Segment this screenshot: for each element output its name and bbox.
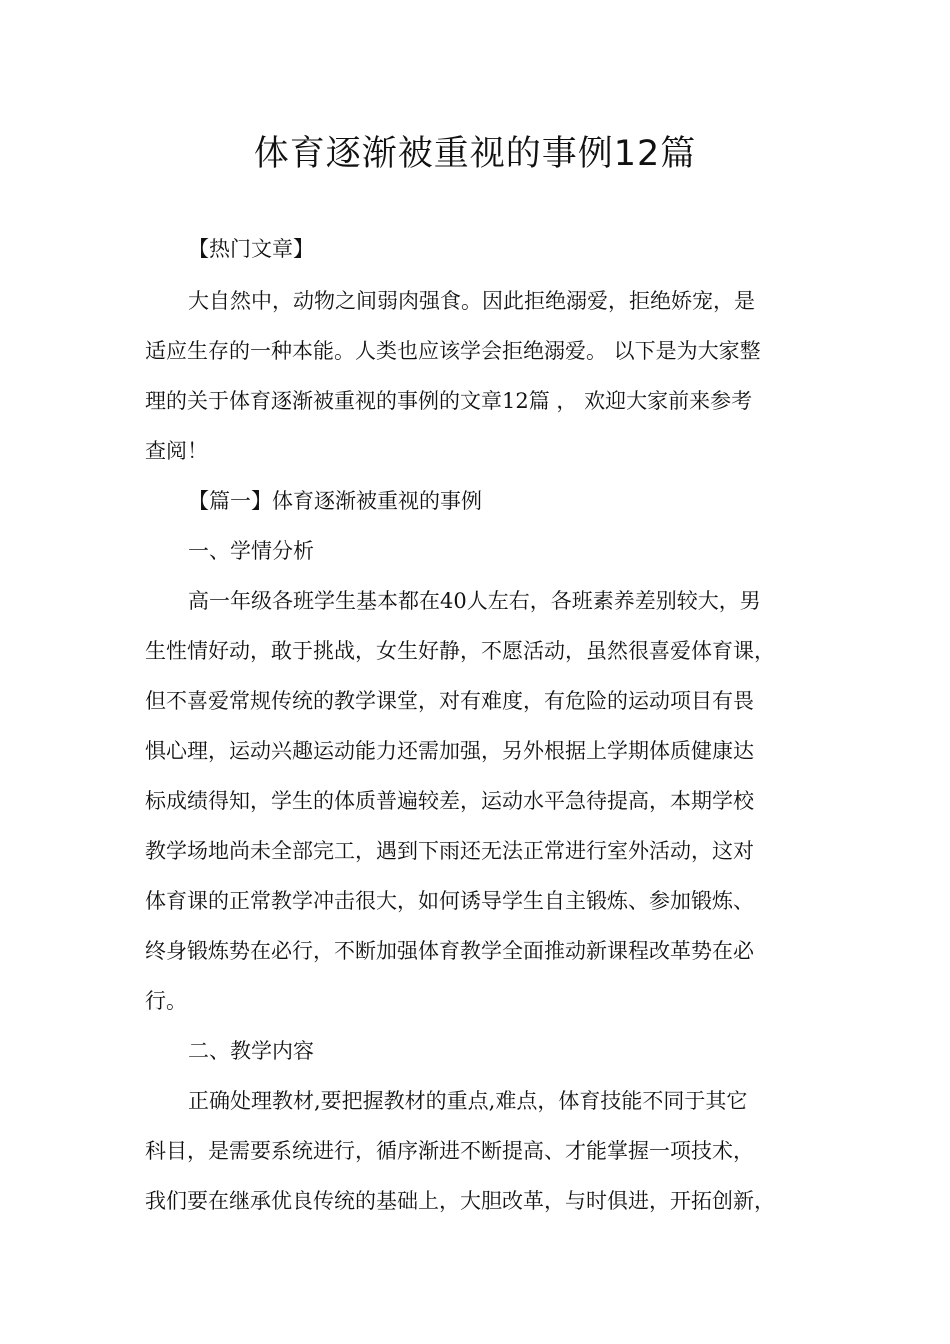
paragraph-line: 终身锻炼势在必行，不断加强体育教学全面推动新课程改革势在必 xyxy=(145,939,754,963)
paragraph-line: 正确处理教材,要把握教材的重点,难点，体育技能不同于其它 xyxy=(188,1089,748,1113)
paragraph-line: 行。 xyxy=(145,989,187,1013)
intro-line: 查阅！ xyxy=(145,439,208,463)
subsection-heading: 二、教学内容 xyxy=(188,1039,314,1063)
paragraph-line: 但不喜爱常规传统的教学课堂，对有难度，有危险的运动项目有畏 xyxy=(145,689,754,713)
paragraph-line: 惧心理，运动兴趣运动能力还需加强，另外根据上学期体质健康达 xyxy=(145,739,754,763)
paragraph-line: 生性情好动，敢于挑战，女生好静，不愿活动，虽然很喜爱体育课， xyxy=(145,639,775,663)
paragraph-line: 教学场地尚未全部完工，遇到下雨还无法正常进行室外活动，这对 xyxy=(145,839,754,863)
paragraph-line: 标成绩得知，学生的体质普遍较差，运动水平急待提高，本期学校 xyxy=(145,789,754,813)
document-title: 体育逐渐被重视的事例12篇 xyxy=(253,134,697,174)
section-heading: 【篇一】体育逐渐被重视的事例 xyxy=(188,489,482,513)
tag-line: 【热门文章】 xyxy=(188,237,314,261)
intro-line: 适应生存的一种本能。人类也应该学会拒绝溺爱。 以下是为大家整 xyxy=(145,339,761,363)
paragraph-line: 科目，是需要系统进行，循序渐进不断提高、才能掌握一项技术， xyxy=(145,1139,754,1163)
subsection-heading: 一、学情分析 xyxy=(188,539,314,563)
intro-line: 大自然中，动物之间弱肉强食。因此拒绝溺爱，拒绝娇宠，是 xyxy=(188,289,755,313)
paragraph-line: 高一年级各班学生基本都在40人左右，各班素养差别较大，男 xyxy=(188,589,761,613)
intro-line: 理的关于体育逐渐被重视的事例的文章12篇 ， 欢迎大家前来参考 xyxy=(145,389,753,413)
paragraph-line: 体育课的正常教学冲击很大，如何诱导学生自主锻炼、参加锻炼、 xyxy=(145,889,754,913)
paragraph-line: 我们要在继承优良传统的基础上，大胆改革，与时俱进，开拓创新， xyxy=(145,1189,775,1213)
